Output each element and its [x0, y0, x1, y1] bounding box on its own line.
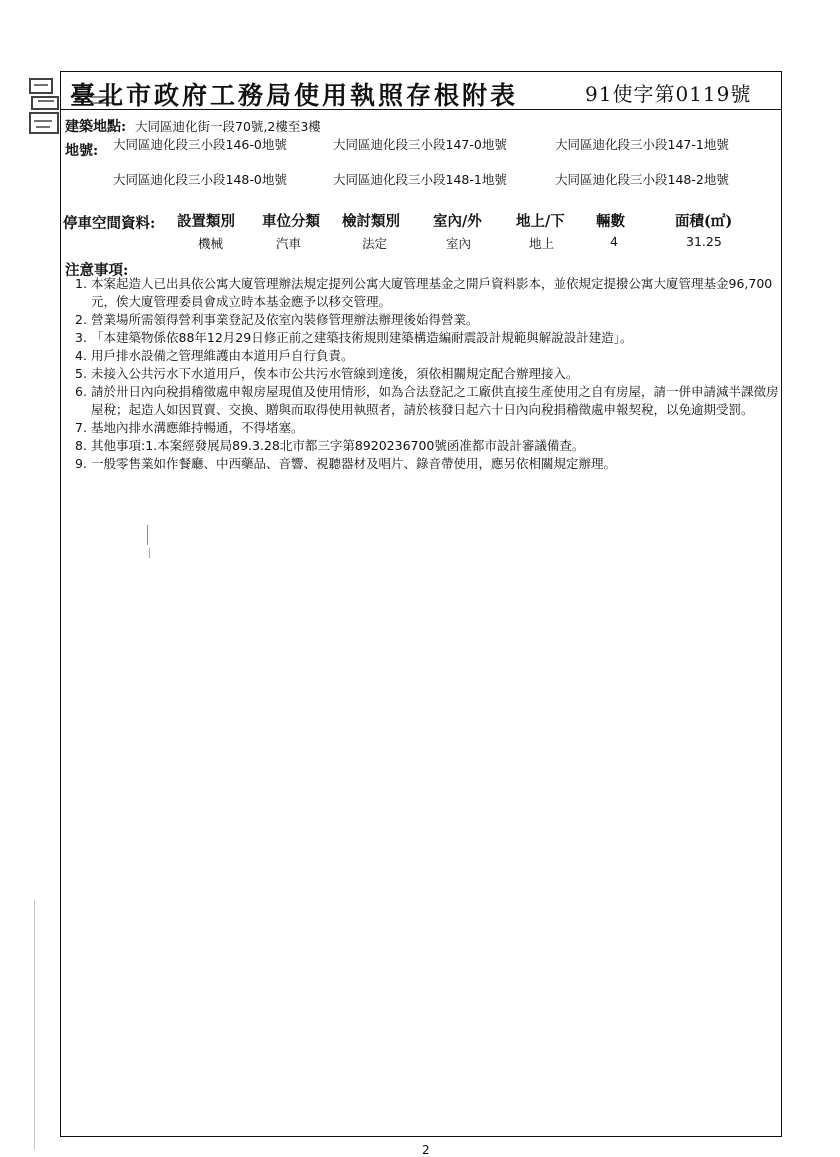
parking-header: 室內/外: [433, 213, 482, 230]
scan-artifact: [147, 525, 148, 545]
lot-item: 大同區迪化段三小段147-1地號: [555, 137, 729, 152]
note-text: 「本建築物係依88年12月29日修正前之建築技術規則建築構造編耐震設計規範與解說設計建造」。: [91, 329, 633, 345]
document-title: 臺北市政府工務局使用執照存根附表: [70, 81, 519, 110]
note-item: [75, 311, 780, 329]
note-item: [75, 347, 780, 365]
note-number: 7.: [75, 419, 87, 435]
note-item: [75, 275, 780, 310]
note-number: 2.: [75, 311, 87, 327]
note-number: 1.: [75, 276, 87, 291]
note-number: 8.: [75, 437, 87, 453]
parking-label: 停車空間資料:: [63, 215, 156, 232]
document-frame: [60, 71, 782, 1137]
note-item: [75, 383, 780, 418]
note-text: 請於卅日內向稅捐稽徵處申報房屋現值及使用情形，如為合法登記之工廠供直接生產使用之自有房屋，請一併申請減半課徵房屋稅；起造人如因買賣、交換、贈與而取得使用執照者，請於核發日起六十日內向稅捐稽徵處申報契稅，以免逾期受罰。: [91, 384, 779, 417]
lot-item: 大同區迪化段三小段148-1地號: [333, 172, 507, 187]
parking-header: 設置類別: [177, 213, 235, 230]
note-number: 5.: [75, 365, 87, 381]
parking-cell: 汽車: [276, 236, 302, 251]
note-number: 9.: [75, 455, 87, 471]
note-number: 3.: [75, 329, 87, 345]
note-text: 用戶排水設備之管理維護由本道用戶自行負責。: [91, 347, 354, 363]
lot-item: 大同區迪化段三小段146-0地號: [113, 137, 287, 152]
page-number: 2: [422, 1143, 430, 1157]
notes-list: [75, 275, 780, 473]
parking-header: 輛數: [596, 213, 625, 230]
note-text: 基地內排水溝應維持暢通，不得堵塞。: [91, 419, 304, 435]
note-item: [75, 437, 780, 455]
parking-cell: 地上: [529, 236, 555, 251]
scan-artifact: [149, 548, 150, 558]
note-number: 6.: [75, 384, 87, 400]
address-label: 建築地點:: [65, 119, 127, 135]
parking-header: 面積(㎡): [675, 213, 733, 230]
parking-header: 地上/下: [516, 213, 565, 230]
note-text: 其他事項:1.本案經發展局89.3.28北市都三字第8920236700號函准都市設計審議備查。: [91, 437, 585, 453]
note-text: 一般零售業如作餐廳、中西藥品、音響、視聽器材及唱片、錄音帶使用，應另依相關規定辦理。: [91, 455, 617, 471]
parking-cell: 室內: [446, 236, 472, 251]
note-text: 未接入公共污水下水道用戶，俟本市公共污水管線到達後，須依相關規定配合辦理接入。: [91, 365, 579, 381]
lot-item: 大同區迪化段三小段148-0地號: [113, 172, 287, 187]
address-value: 大同區迪化街一段70號,2樓至3樓: [135, 119, 321, 134]
parking-header: 車位分類: [262, 213, 320, 230]
lot-item: 大同區迪化段三小段147-0地號: [333, 137, 507, 152]
notes-title: 注意事項:: [65, 262, 129, 279]
note-number: 4.: [75, 347, 87, 363]
lot-item: 大同區迪化段三小段148-2地號: [555, 172, 729, 187]
parking-cell: 機械: [198, 236, 224, 251]
parking-cell: 31.25: [686, 234, 722, 249]
note-text: 營業場所需領得營利事業登記及依室內裝修管理辦法辦理後始得營業。: [91, 311, 479, 327]
permit-number: 91使字第0119號: [585, 82, 752, 106]
parking-header: 檢討類別: [342, 213, 400, 230]
note-item: [75, 365, 780, 383]
parking-cell: 法定: [362, 236, 388, 251]
note-item: [75, 455, 780, 473]
note-text: 本案起造人已出具依公寓大廈管理辦法規定提列公寓大廈管理基金之開戶資料影本，並依規定提撥公寓大廈管理基金96,700元，俟大廈管理委員會成立時本基金應予以移交管理。: [91, 276, 773, 309]
note-item: [75, 329, 780, 347]
scan-artifact: [34, 900, 35, 1150]
parking-cell: 4: [610, 234, 618, 249]
lot-label: 地號:: [65, 143, 99, 159]
note-item: [75, 419, 780, 437]
